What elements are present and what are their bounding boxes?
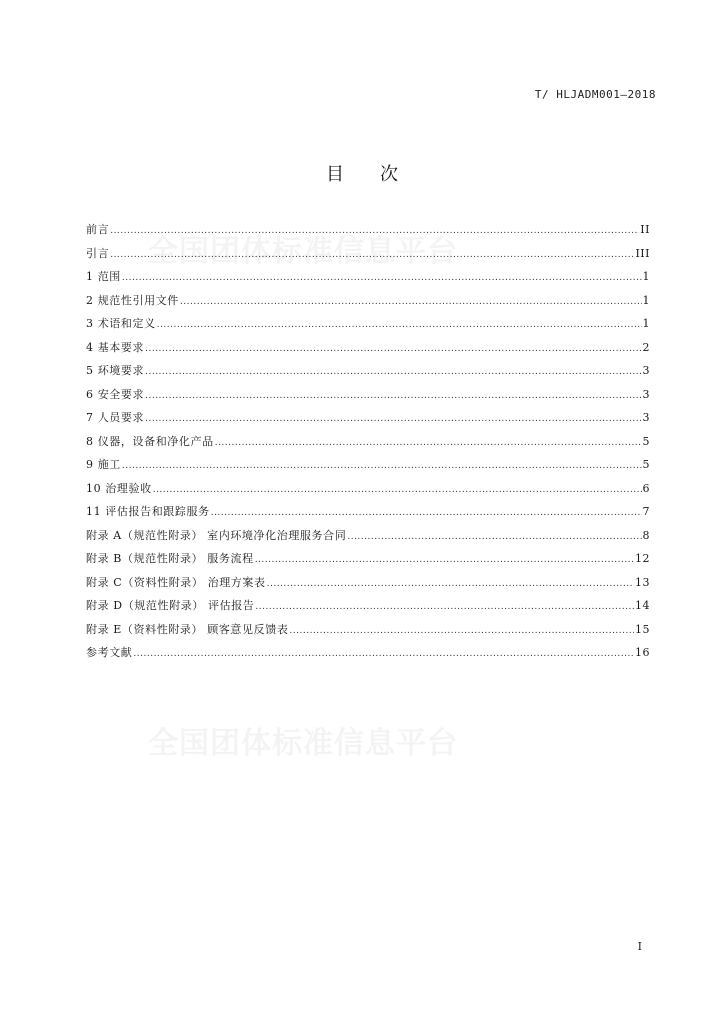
toc-entry-label: 附录 E（资料性附录） 顾客意见反馈表 xyxy=(86,622,289,636)
toc-entry-bibliography[interactable] xyxy=(86,641,650,665)
toc-entry-introduction[interactable] xyxy=(86,242,650,266)
toc-leader-dots xyxy=(180,291,642,315)
toc-entry-page: 3 xyxy=(642,364,650,377)
toc-entry-label: 4 基本要求 xyxy=(86,340,145,354)
page-title: 目次 xyxy=(326,164,434,185)
toc-entry-appendix-a[interactable] xyxy=(86,524,650,548)
toc-entry-construction[interactable] xyxy=(86,453,650,477)
toc-entry-page: 13 xyxy=(635,575,650,589)
toc-entry-label: 7 人员要求 xyxy=(86,411,145,424)
toc-entry-safety-requirements[interactable] xyxy=(86,383,650,407)
toc-entry-page: 7 xyxy=(642,505,650,518)
toc-entry-scope[interactable] xyxy=(86,265,650,289)
toc-entry-page: 8 xyxy=(642,528,650,542)
page-number: I xyxy=(637,940,642,953)
toc-entry-label: 10 治理验收 xyxy=(86,481,152,495)
toc-entry-page: 16 xyxy=(635,646,650,659)
toc-entry-page: 3 xyxy=(642,387,650,401)
toc-entry-label: 1 范围 xyxy=(86,270,121,283)
toc-entry-label: 5 环境要求 xyxy=(86,364,145,377)
toc-leader-dots xyxy=(110,244,634,268)
toc-entry-label: 11 评估报告和跟踪服务 xyxy=(86,505,210,518)
toc-entry-label: 前言 xyxy=(86,223,110,236)
toc-entry-appendix-b[interactable] xyxy=(86,547,650,571)
toc-leader-dots xyxy=(110,220,639,244)
toc-leader-dots xyxy=(255,549,634,573)
toc-entry-label: 6 安全要求 xyxy=(86,387,145,401)
toc-entry-page: 15 xyxy=(635,622,650,636)
toc-entry-page: 14 xyxy=(635,599,650,612)
toc-entry-label: 附录 B（规范性附录） 服务流程 xyxy=(86,552,254,565)
toc-entry-label: 2 规范性引用文件 xyxy=(86,293,179,307)
toc-entry-page: 2 xyxy=(642,340,650,354)
toc-entry-appendix-d[interactable] xyxy=(86,594,650,618)
toc-entry-label: 3 术语和定义 xyxy=(86,317,156,330)
toc-leader-dots xyxy=(267,573,634,597)
watermark-bottom: 全国团体标准信息平台 xyxy=(148,726,458,761)
toc-leader-dots xyxy=(122,267,642,291)
toc-leader-dots xyxy=(145,361,641,385)
toc-entry-page: 5 xyxy=(642,434,650,448)
toc-entry-personnel-requirements[interactable] xyxy=(86,406,650,430)
toc-leader-dots xyxy=(255,596,634,620)
toc-entry-assessment-report[interactable] xyxy=(86,500,650,524)
toc-entry-label: 附录 C（资料性附录） 治理方案表 xyxy=(86,575,266,589)
toc-entry-page: 1 xyxy=(642,293,650,307)
toc-entry-appendix-e[interactable] xyxy=(86,618,650,642)
toc-entry-page: II xyxy=(640,223,650,236)
toc-entry-instruments[interactable] xyxy=(86,430,650,454)
toc-leader-dots xyxy=(157,314,642,338)
toc-entry-page: 1 xyxy=(642,270,650,283)
toc-entry-normative-references[interactable] xyxy=(86,289,650,313)
document-code: T/ HLJADM001—2018 xyxy=(534,88,656,101)
toc-leader-dots xyxy=(133,643,634,667)
toc-entry-page: 12 xyxy=(635,552,650,565)
toc-entry-terms-definitions[interactable] xyxy=(86,312,650,336)
toc-entry-environment-requirements[interactable] xyxy=(86,359,650,383)
toc-entry-label: 9 施工 xyxy=(86,458,121,471)
toc-leader-dots xyxy=(153,479,642,503)
toc-leader-dots xyxy=(145,408,641,432)
toc-leader-dots xyxy=(211,502,642,526)
toc-entry-label: 参考文献 xyxy=(86,646,133,659)
toc-entry-page: 1 xyxy=(642,317,650,330)
toc-entry-page: 5 xyxy=(642,458,650,471)
toc-entry-page: 3 xyxy=(642,411,650,424)
toc-entry-basic-requirements[interactable] xyxy=(86,336,650,360)
toc-leader-dots xyxy=(215,432,642,456)
toc-leader-dots xyxy=(289,620,634,644)
toc-entry-appendix-c[interactable] xyxy=(86,571,650,595)
watermark-top: 全国团体标准信息平台 xyxy=(148,234,458,269)
toc-leader-dots xyxy=(122,455,642,479)
table-of-contents xyxy=(86,218,650,665)
toc-leader-dots xyxy=(145,338,641,362)
toc-leader-dots xyxy=(347,526,641,550)
toc-entry-foreword[interactable] xyxy=(86,218,650,242)
toc-entry-label: 附录 D（规范性附录） 评估报告 xyxy=(86,599,255,612)
toc-entry-label: 8 仪器，设备和净化产品 xyxy=(86,434,214,448)
toc-entry-page: III xyxy=(635,246,650,260)
toc-entry-label: 附录 A（规范性附录） 室内环境净化治理服务合同 xyxy=(86,528,347,542)
toc-entry-page: 6 xyxy=(642,481,650,495)
toc-entry-label: 引言 xyxy=(86,246,110,260)
toc-entry-acceptance[interactable] xyxy=(86,477,650,501)
toc-leader-dots xyxy=(145,385,641,409)
